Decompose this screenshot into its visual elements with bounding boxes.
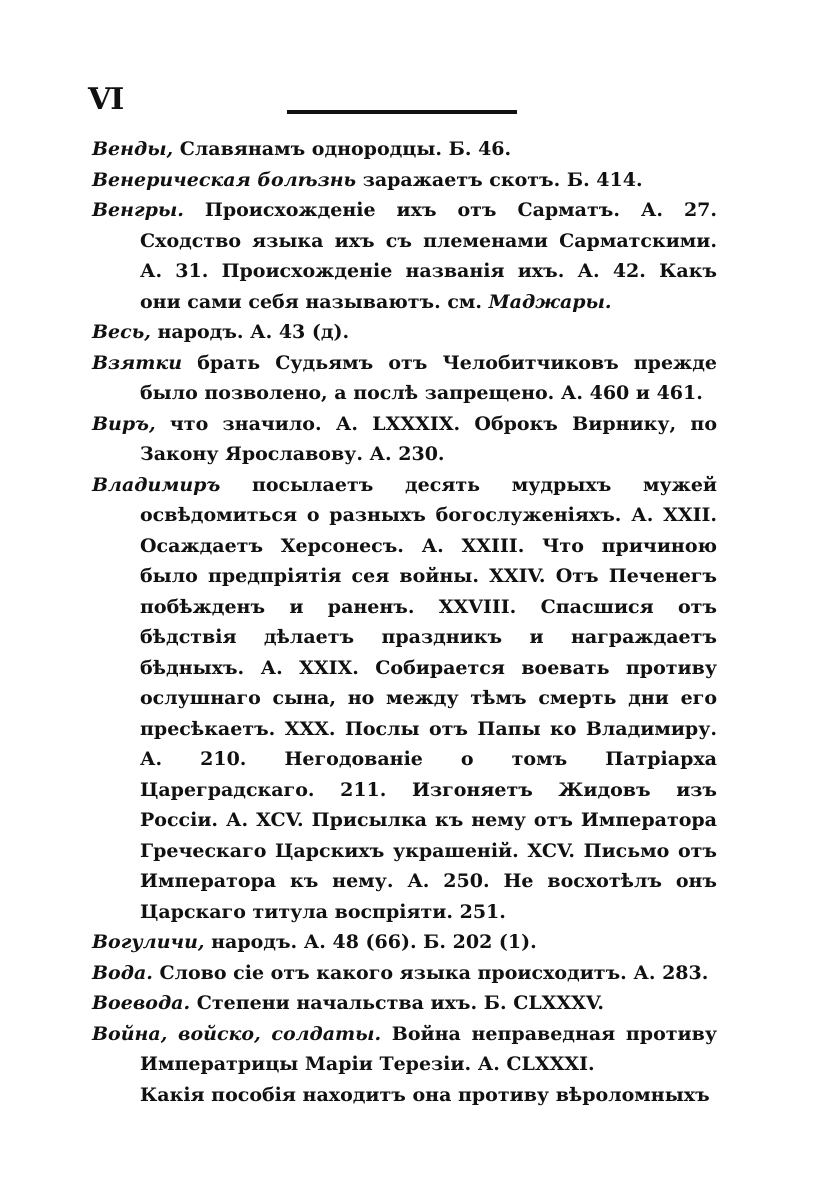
entry-text: брать Судьямъ отъ Челобитчиковъ прежде было позволено, а послѣ запрещено. А. 460 и 461. <box>140 351 717 404</box>
entry-headword: Виръ, <box>92 412 156 435</box>
index-entry <box>92 195 717 317</box>
index-entry <box>92 134 717 165</box>
index-entry <box>92 409 717 470</box>
entry-text: Происхожденіе ихъ отъ Сарматъ. А. 27. Сходство языка ихъ съ племенами Сарматскими. А. 31. Происхожденіе названія ихъ. А. 42. Какъ они сами себя называютъ. см. <box>140 199 717 313</box>
header-rule <box>287 110 517 114</box>
entry-text: Слово сіе отъ какого языка происходитъ. А. 283. <box>152 961 709 984</box>
entry-cross-reference: Маджары. <box>488 290 612 313</box>
index-entry <box>92 988 717 1019</box>
entry-headword: Венды, <box>92 138 174 160</box>
index-entry <box>92 165 717 196</box>
entry-headword: Взятки <box>92 351 183 374</box>
entry-headword: Венерическая болѣзнь <box>92 168 357 191</box>
entry-headword: Владимиръ <box>92 473 221 496</box>
entry-headword: Вогуличи, <box>92 931 205 953</box>
entry-headword: Вода. <box>92 961 153 984</box>
index-entry <box>92 927 717 958</box>
continuation-line: Какія пособія находитъ она противу вѣроломныхъ <box>140 1083 710 1106</box>
entry-headword: Война, войско, солдаты. <box>92 1022 382 1045</box>
entry-headword: Воевода. <box>92 992 191 1014</box>
page-number: VI <box>88 82 124 117</box>
index-entry <box>92 1019 717 1080</box>
entry-headword: Весь, <box>92 321 151 343</box>
entry-text: народъ. А. 48 (66). Б. 202 (1). <box>204 931 537 953</box>
entry-text: заражаетъ скотъ. Б. 414. <box>356 168 643 191</box>
index-entry <box>92 317 717 348</box>
index-entry <box>92 348 717 409</box>
entry-text: Война неправедная противу Императрицы Маріи Терезіи. А. CLXXXI. <box>140 1022 717 1075</box>
index-entry <box>92 470 717 928</box>
entry-text: народъ. А. 43 (д). <box>150 321 350 343</box>
entry-text: Славянамъ однородцы. Б. 46. <box>173 138 512 160</box>
entry-text: Степени начальства ихъ. Б. CLXXXV. <box>190 992 604 1014</box>
index-entries <box>92 134 717 1110</box>
index-entry <box>92 958 717 989</box>
entry-text: посылаетъ десять мудрыхъ мужей освѣдомиться о разныхъ богослуженіяхъ. А. XXII. Осаждаетъ Херсонесъ. А. XXIII. Что причиною было предпріятія сея войны. XXIV. Отъ Печенегъ побѣжденъ и раненъ. XXVIII. Спасшися отъ бѣдствія дѣлаетъ праздникъ и награждаетъ бѣдныхъ. А. XXIX. Собирается воевать противу ослушнаго сына, но между тѣмъ смерть дни его пресѣкаетъ. XXX. Послы отъ Папы ко Владимиру. А. 210. Негодованіе о томъ Патріарха Цареградскаго. 211. Изгоняетъ Жидовъ изъ Россіи. А. XCV. Присылка къ нему отъ Императора Греческаго Царскихъ украшеній. XCV. Письмо отъ Императора къ нему. А. 250. Не восхотѣлъ онъ Царскаго титула воспріяти. 251. <box>140 473 717 923</box>
entry-text: что значило. А. LXXXIX. Оброкъ Вирнику, по Закону Ярославову. А. 230. <box>140 412 717 465</box>
entry-headword: Венгры. <box>92 199 184 221</box>
